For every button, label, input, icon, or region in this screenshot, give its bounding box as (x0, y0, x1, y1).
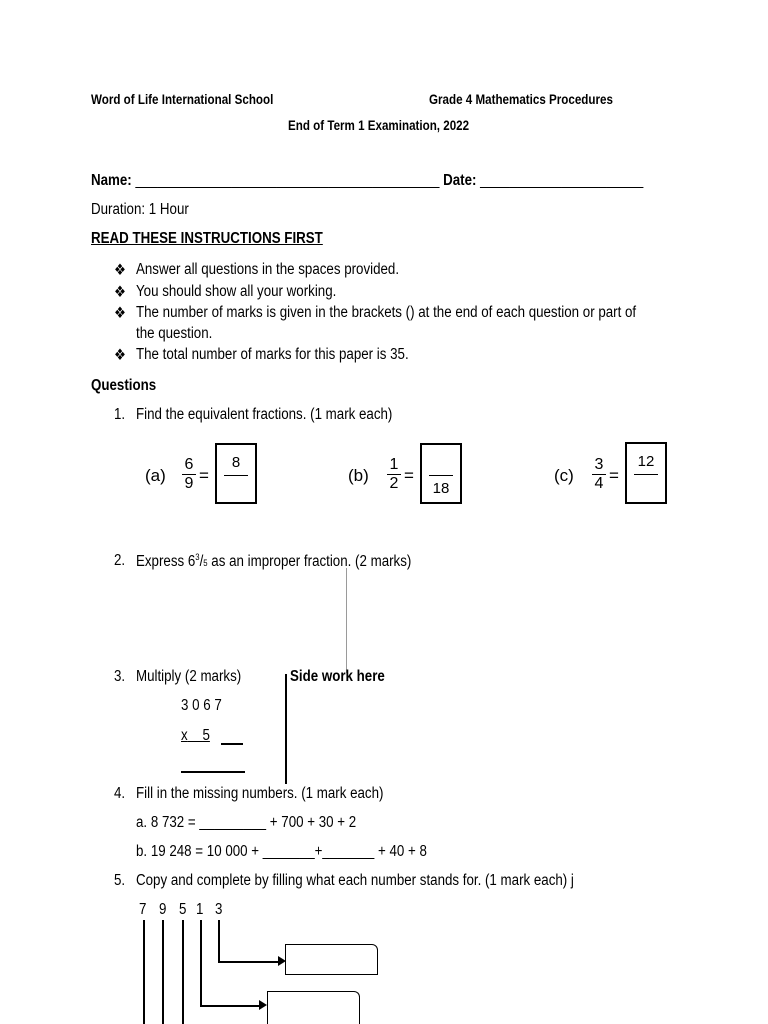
q2-text-before: Express 6 (136, 553, 196, 571)
instruction-item-continued: the question. (136, 325, 213, 342)
multiplier-row (181, 727, 210, 745)
part-a-label: (a) (145, 466, 166, 485)
instruction-item: The total number of marks for this paper is 35. (136, 346, 409, 363)
question-number: 5. (114, 872, 126, 889)
equals-sign: = (609, 466, 619, 485)
name-blank: _________________________________________ (135, 172, 440, 189)
equals-sign: = (199, 466, 209, 485)
times-sign: x (181, 727, 188, 744)
answer-line[interactable] (181, 771, 245, 773)
question-1-text: Find the equivalent fractions. (1 mark each) (136, 406, 393, 423)
fraction-numerator: 6 (184, 456, 194, 473)
question-5-text: Copy and complete by filling what each number stands for. (1 mark each) j (136, 872, 574, 889)
box-top-value: 12 (637, 453, 655, 470)
multiplicand: 3 0 6 7 (181, 697, 222, 714)
side-work-divider (285, 674, 287, 784)
box-fraction-bar (224, 475, 248, 476)
digit-stem-line (182, 920, 184, 1024)
fraction-a (182, 457, 196, 492)
digit-stem-line (143, 920, 145, 1024)
name-label: Name: (91, 172, 132, 189)
subject-title: Grade 4 Mathematics Procedures (429, 92, 613, 107)
place-value-answer-box[interactable] (267, 991, 360, 1024)
questions-title: Questions (91, 377, 157, 394)
fraction-denominator: 2 (389, 475, 399, 492)
date-label: Date: (443, 172, 477, 189)
question-number: 2. (114, 552, 126, 569)
equals-sign: = (404, 466, 414, 485)
instruction-bullet: ❖ (114, 347, 126, 364)
instruction-item: Answer all questions in the spaces provided. (136, 261, 400, 278)
q2-superscript: 3 (195, 552, 200, 562)
place-value-digit: 9 (159, 901, 167, 918)
question-2-text (136, 552, 411, 571)
answer-box-b[interactable] (420, 443, 462, 504)
question-4b: b. 19 248 = 10 000 + _______+_______ + 40 + 8 (136, 843, 427, 860)
date-blank: ______________________ (480, 172, 644, 189)
part-c-label: (c) (554, 466, 574, 485)
fraction-denominator: 4 (594, 475, 604, 492)
part-b-label: (b) (348, 466, 369, 485)
q2-subscript: 5 (203, 558, 208, 569)
instruction-bullet: ❖ (114, 262, 126, 279)
question-4a: a. 8 732 = _________ + 700 + 30 + 2 (136, 814, 357, 831)
question-4-text: Fill in the missing numbers. (1 mark each) (136, 785, 384, 802)
digit-stem-line (162, 920, 164, 1024)
exam-title: End of Term 1 Examination, 2022 (288, 118, 470, 133)
arrow-line (200, 1005, 260, 1007)
box-fraction-bar (634, 474, 658, 475)
fraction-numerator: 3 (594, 456, 604, 473)
fraction-numerator: 1 (389, 456, 399, 473)
multiplier-underline (221, 743, 243, 745)
school-name: Word of Life International School (91, 92, 274, 107)
duration: Duration: 1 Hour (91, 201, 189, 218)
question-3-text: Multiply (2 marks) (136, 668, 242, 685)
fraction-c (592, 457, 606, 492)
box-fraction-bar (429, 475, 453, 476)
arrow-head-icon (259, 1000, 267, 1010)
q2-text-after: as an improper fraction. (2 marks) (207, 553, 412, 571)
instruction-bullet: ❖ (114, 305, 126, 322)
digit-stem-line (200, 920, 202, 1005)
place-value-answer-box[interactable] (285, 944, 378, 975)
digit-stem-line (218, 920, 220, 962)
answer-box-c[interactable] (625, 442, 667, 504)
side-work-guide-line (346, 568, 347, 673)
answer-box-a[interactable] (215, 443, 257, 504)
place-value-digit: 3 (215, 901, 223, 918)
box-bottom-value: 18 (432, 480, 450, 497)
place-value-digit: 1 (196, 901, 204, 918)
fraction-denominator: 9 (184, 475, 194, 492)
question-number: 1. (114, 406, 126, 423)
arrow-line (218, 961, 280, 963)
place-value-digit: 7 (139, 901, 147, 918)
instruction-item: You should show all your working. (136, 283, 337, 300)
box-top-value: 8 (231, 454, 241, 471)
multiplier: 5 (202, 727, 210, 744)
side-work-label: Side work here (290, 668, 385, 685)
question-number: 4. (114, 785, 126, 802)
name-date-line (91, 172, 643, 190)
instructions-title: READ THESE INSTRUCTIONS FIRST (91, 230, 323, 247)
instruction-bullet: ❖ (114, 284, 126, 301)
fraction-b (387, 457, 401, 492)
question-number: 3. (114, 668, 126, 685)
instruction-item: The number of marks is given in the brackets () at the end of each question or part of (136, 304, 637, 321)
q2-slash: / (199, 553, 204, 571)
place-value-digit: 5 (179, 901, 187, 918)
